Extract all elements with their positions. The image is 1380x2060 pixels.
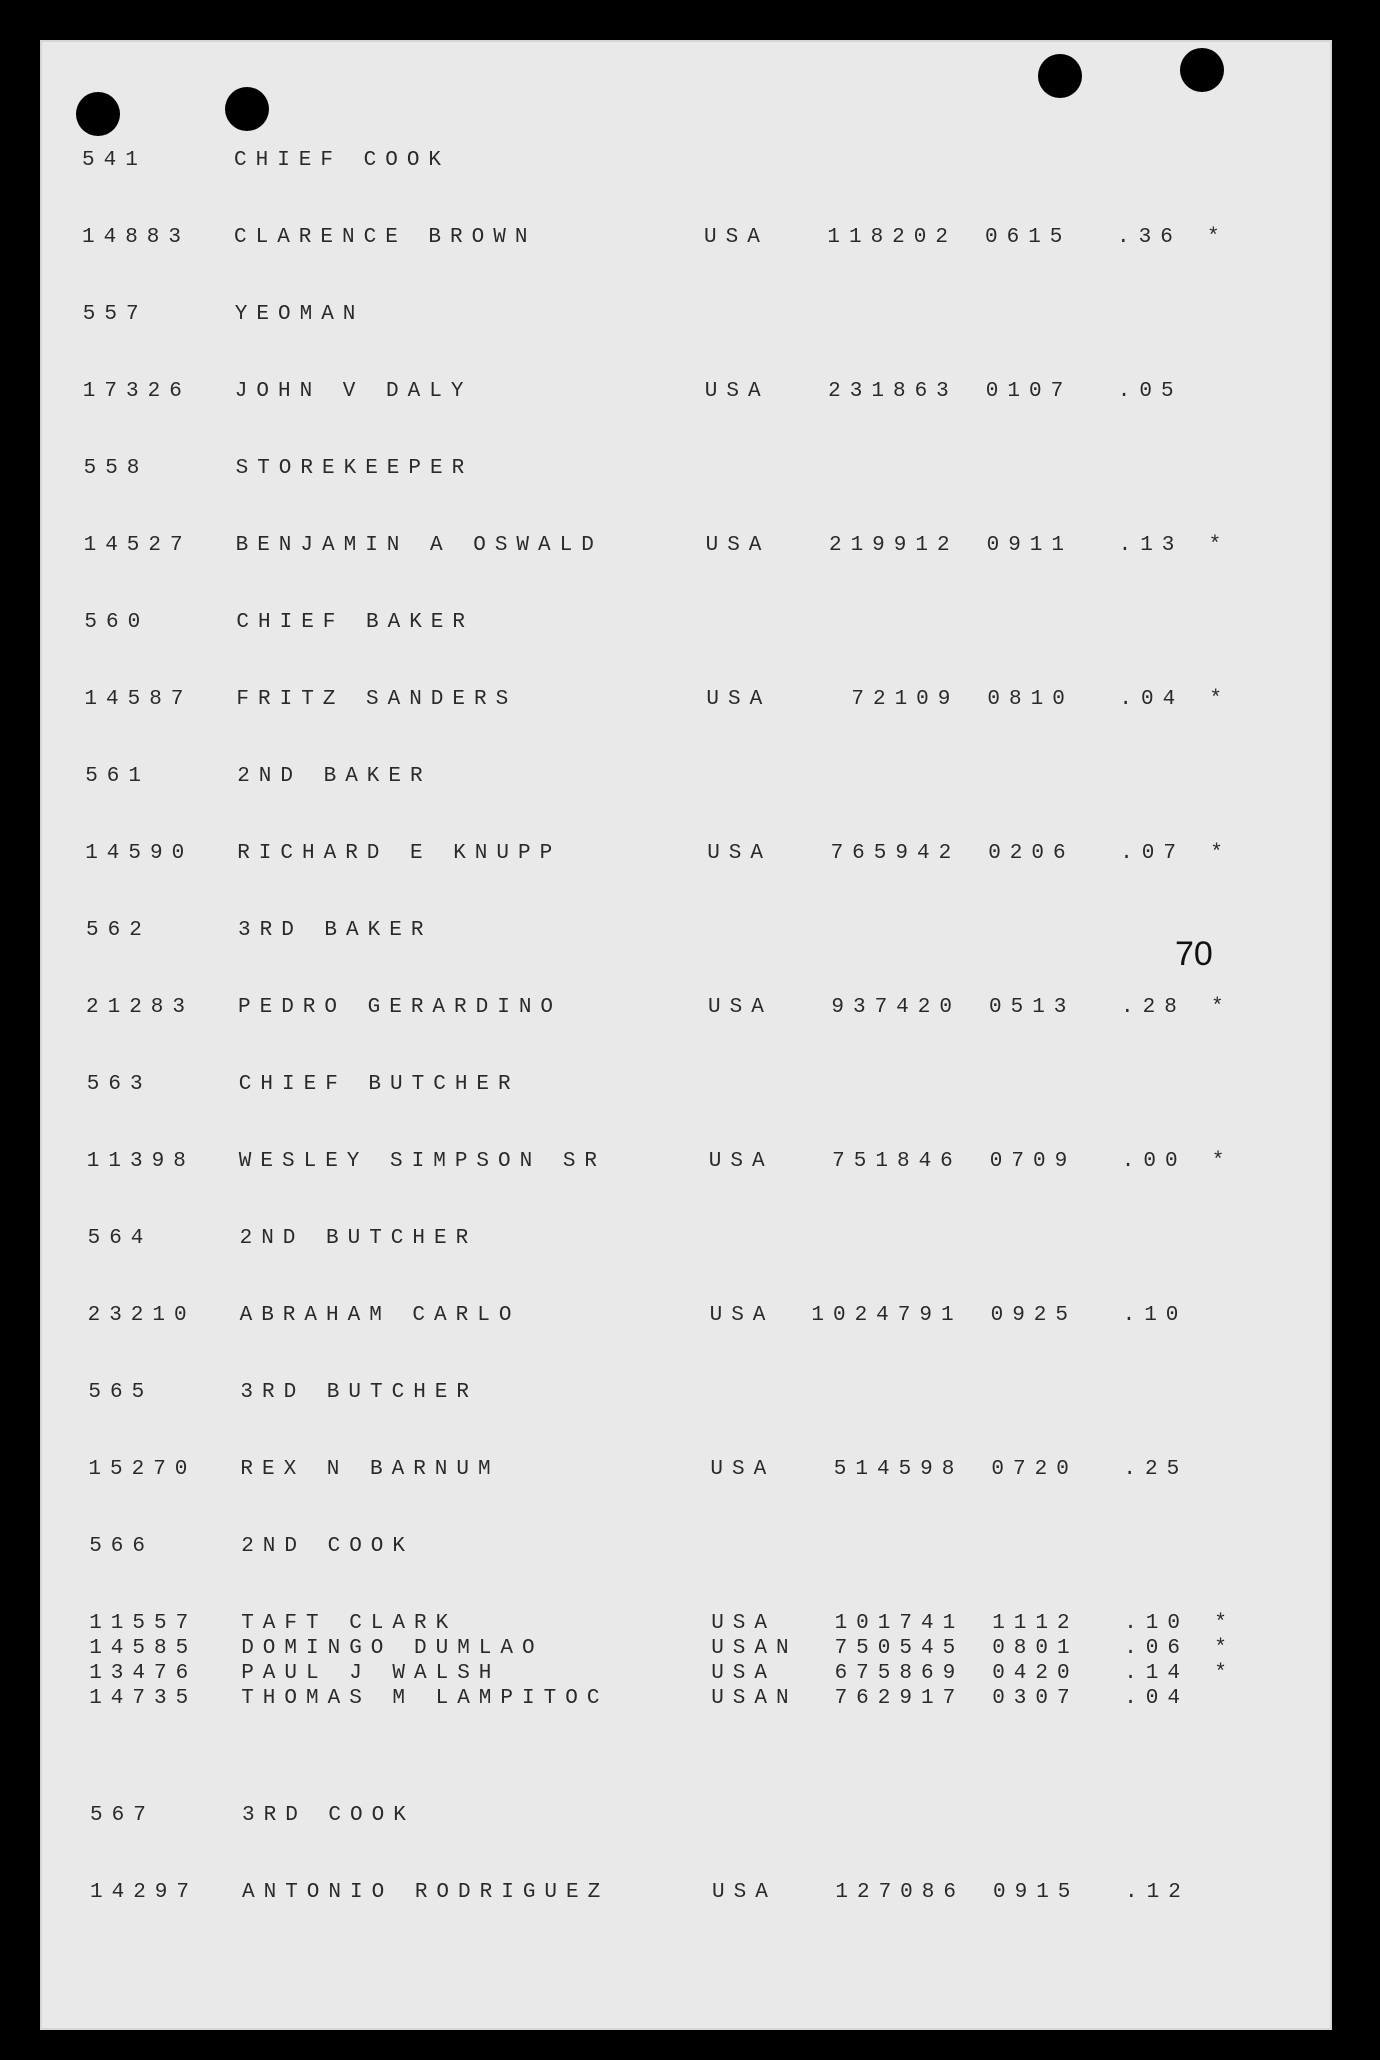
crew-citizenship: USAN: [711, 1637, 798, 1660]
crew-name: DOMINGO DUMLAO: [241, 1637, 544, 1660]
crew-number: 127086: [835, 1881, 965, 1904]
document-page: [40, 40, 1332, 2030]
rating-title: 2ND COOK: [241, 1535, 415, 1558]
crew-date: 0206: [988, 842, 1075, 865]
crew-id: 21283: [86, 996, 195, 1019]
crew-number: 937420: [831, 996, 961, 1019]
crew-citizenship: USA: [708, 996, 773, 1019]
crew-id: 14585: [89, 1637, 198, 1660]
crew-number: 675869: [834, 1662, 965, 1685]
crew-row: [85, 841, 1285, 867]
crew-row: [84, 687, 1284, 713]
crew-date: 0709: [989, 1150, 1077, 1173]
rating-heading: [89, 1534, 1289, 1560]
crew-id: 14297: [90, 1881, 199, 1904]
crew-number: 101741: [834, 1612, 965, 1635]
crew-citizenship: USA: [707, 842, 772, 865]
crew-value: .07: [1120, 842, 1185, 865]
crew-name: BENJAMIN A OSWALD: [235, 534, 603, 557]
crew-value: .05: [1117, 380, 1183, 403]
crew-date: 0513: [989, 996, 1076, 1019]
crew-id: 15270: [88, 1458, 197, 1481]
rating-heading: [86, 918, 1286, 944]
crew-mark: *: [1210, 842, 1232, 865]
rating-heading: [84, 456, 1284, 482]
crew-name: REX N BARNUM: [240, 1458, 500, 1481]
crew-citizenship: USA: [705, 534, 771, 557]
crew-date: 0911: [986, 534, 1074, 557]
crew-value: .12: [1125, 1881, 1190, 1904]
crew-row: [90, 1880, 1290, 1906]
crew-name: ABRAHAM CARLO: [239, 1304, 521, 1327]
crew-value: .25: [1123, 1458, 1189, 1481]
crew-name: PEDRO GERARDINO: [238, 996, 563, 1019]
crew-citizenship: USA: [712, 1881, 777, 1904]
rating-title: 3RD BAKER: [238, 919, 433, 942]
crew-row: [83, 379, 1283, 405]
crew-mark: *: [1214, 1637, 1236, 1660]
rating-code: 565: [88, 1381, 154, 1404]
crew-number: 751846: [832, 1150, 962, 1173]
crew-citizenship: USAN: [711, 1687, 798, 1710]
crew-date: 0307: [992, 1687, 1079, 1710]
rating-title: STOREKEEPER: [235, 457, 474, 480]
crew-number: 72109: [851, 688, 960, 711]
rating-code: 557: [82, 303, 148, 326]
crew-name: CLARENCE BROWN: [234, 226, 537, 249]
rating-title: 3RD BUTCHER: [240, 1381, 479, 1404]
crew-row: [87, 1149, 1287, 1175]
crew-value: .10: [1124, 1612, 1189, 1635]
punch-hole: [225, 87, 269, 131]
crew-name: TAFT CLARK: [241, 1612, 458, 1635]
crew-date: 0801: [992, 1637, 1079, 1660]
crew-number: 1024791: [811, 1304, 963, 1327]
crew-row: [89, 1686, 1289, 1712]
crew-number: 750545: [834, 1637, 965, 1660]
crew-row: [89, 1636, 1289, 1662]
rating-heading: [82, 148, 1282, 174]
crew-value: .04: [1119, 688, 1185, 711]
crew-mark: *: [1209, 688, 1231, 711]
rating-code: 558: [83, 457, 149, 480]
crew-name: ANTONIO RODRIGUEZ: [242, 1881, 610, 1904]
crew-mark: *: [1208, 534, 1231, 557]
crew-citizenship: USA: [709, 1304, 775, 1327]
crew-id: 14527: [83, 534, 192, 557]
crew-number: 514598: [833, 1458, 964, 1481]
rating-code: 567: [90, 1804, 155, 1827]
rating-title: 3RD COOK: [242, 1804, 415, 1827]
rating-title: CHIEF BUTCHER: [238, 1073, 520, 1096]
rating-title: 2ND BAKER: [237, 765, 432, 788]
crew-date: 0810: [987, 688, 1074, 711]
crew-date: 0925: [990, 1304, 1078, 1327]
crew-mark: *: [1214, 1662, 1236, 1685]
crew-citizenship: USA: [704, 226, 769, 249]
rating-heading: [84, 610, 1284, 636]
crew-id: 13476: [89, 1662, 198, 1685]
crew-number: 765942: [830, 842, 961, 865]
crew-id: 23210: [87, 1304, 196, 1327]
crew-row: [86, 995, 1286, 1021]
punch-hole: [1038, 54, 1082, 98]
crew-date: 0615: [985, 226, 1072, 249]
rating-heading: [87, 1072, 1287, 1098]
crew-row: [89, 1661, 1289, 1687]
crew-citizenship: USA: [708, 1150, 774, 1173]
crew-value: .06: [1124, 1637, 1189, 1660]
rating-heading: [85, 764, 1285, 790]
crew-number: 219912: [828, 534, 959, 557]
crew-value: .28: [1121, 996, 1186, 1019]
crew-citizenship: USA: [706, 688, 772, 711]
crew-mark: *: [1211, 996, 1233, 1019]
crew-name: WESLEY SIMPSON SR: [238, 1150, 607, 1173]
punch-hole: [76, 92, 120, 136]
crew-row: [88, 1303, 1288, 1329]
crew-date: 0107: [985, 380, 1073, 403]
rating-code: 566: [89, 1535, 154, 1558]
crew-name: THOMAS M LAMPITOC: [241, 1687, 609, 1710]
crew-number: 231863: [828, 380, 958, 403]
rating-title: YEOMAN: [234, 303, 365, 326]
crew-id: 11398: [86, 1150, 195, 1173]
crew-value: .14: [1124, 1662, 1189, 1685]
crew-id: 14590: [85, 842, 194, 865]
punch-hole: [1180, 48, 1224, 92]
rating-code: 561: [85, 765, 150, 788]
crew-citizenship: USA: [711, 1662, 776, 1685]
rating-code: 541: [82, 149, 147, 172]
crew-row: [84, 533, 1284, 559]
crew-value: .10: [1122, 1304, 1188, 1327]
crew-citizenship: USA: [710, 1458, 776, 1481]
page-number: 70: [1175, 935, 1213, 973]
crew-name: JOHN V DALY: [234, 380, 473, 403]
crew-value: .00: [1121, 1150, 1187, 1173]
crew-number: 118202: [827, 226, 957, 249]
crew-id: 11557: [89, 1612, 198, 1635]
rating-title: CHIEF BAKER: [236, 611, 475, 634]
crew-name: FRITZ SANDERS: [236, 688, 518, 711]
crew-row: [82, 225, 1282, 251]
crew-value: .13: [1118, 534, 1184, 557]
rating-title: 2ND BUTCHER: [239, 1227, 478, 1250]
crew-name: PAUL J WALSH: [241, 1662, 501, 1685]
crew-date: 0720: [991, 1458, 1078, 1481]
rating-code: 562: [86, 919, 151, 942]
crew-date: 0420: [992, 1662, 1079, 1685]
rating-heading: [88, 1380, 1288, 1406]
rating-code: 564: [87, 1227, 153, 1250]
crew-mark: *: [1214, 1612, 1236, 1635]
crew-id: 14735: [89, 1687, 198, 1710]
crew-value: .04: [1124, 1687, 1189, 1710]
rating-heading: [90, 1803, 1290, 1829]
crew-id: 17326: [82, 380, 191, 403]
crew-number: 762917: [834, 1687, 965, 1710]
rating-title: CHIEF COOK: [234, 149, 451, 172]
rating-code: 560: [84, 611, 150, 634]
rating-heading: [83, 302, 1283, 328]
crew-citizenship: USA: [704, 380, 770, 403]
crew-value: .36: [1117, 226, 1182, 249]
crew-date: 1112: [992, 1612, 1079, 1635]
crew-row: [89, 1611, 1289, 1637]
crew-name: RICHARD E KNUPP: [237, 842, 562, 865]
crew-date: 0915: [993, 1881, 1080, 1904]
crew-mark: *: [1207, 226, 1229, 249]
crew-row: [88, 1457, 1288, 1483]
rating-code: 563: [86, 1073, 152, 1096]
crew-mark: *: [1211, 1150, 1234, 1173]
rating-heading: [88, 1226, 1288, 1252]
crew-id: 14587: [84, 688, 193, 711]
crew-citizenship: USA: [711, 1612, 776, 1635]
crew-id: 14883: [82, 226, 191, 249]
